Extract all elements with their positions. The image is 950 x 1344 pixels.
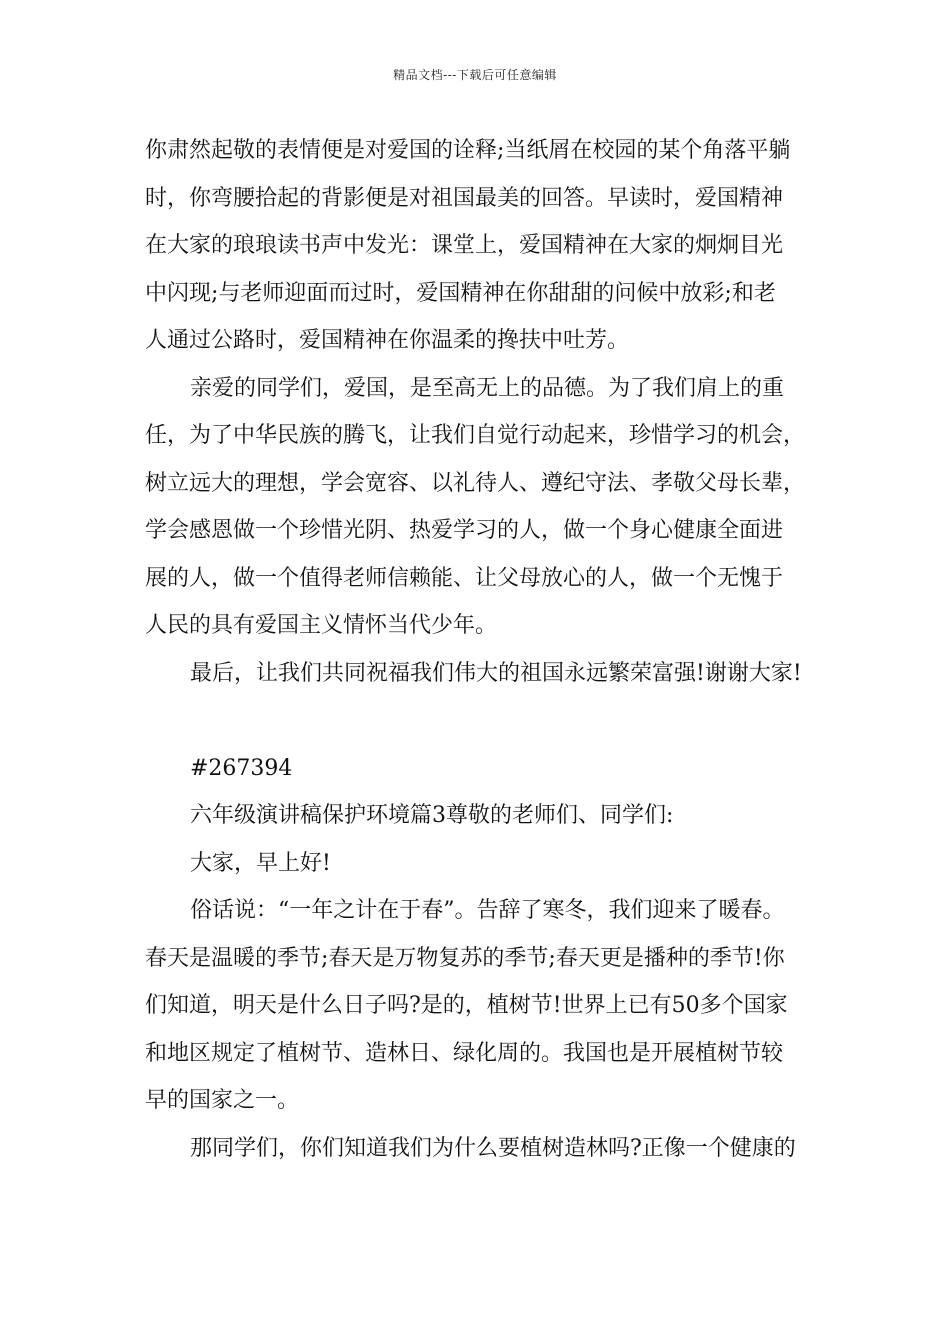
text-line: 和地区规定了植树节、造林日、绿化周的。我国也是开展植树节较	[145, 1040, 784, 1066]
text-line: 中闪现;与老师迎面而过时，爱国精神在你甜甜的问候中放彩;和老	[145, 280, 776, 306]
text-line: #267394	[190, 755, 293, 781]
text-line: 学会感恩做一个珍惜光阴、热爱学习的人，做一个身心健康全面进	[145, 518, 784, 543]
page-header: 精品文档---下载后可任意编辑	[393, 68, 557, 82]
document-body	[145, 127, 825, 1172]
paragraph	[145, 127, 825, 365]
paragraph	[145, 887, 825, 1125]
text-line: 最后，让我们共同祝福我们伟大的祖国永远繁荣富强!谢谢大家!	[190, 660, 802, 686]
text-line: 人民的具有爱国主义情怀当代少年。	[145, 613, 498, 638]
document-id	[145, 745, 825, 793]
text-line: 俗话说：“一年之计在于春”。告辞了寒冬，我们迎来了暖春。	[190, 898, 785, 923]
text-line: 你肃然起敬的表情便是对爱国的诠释;当纸屑在校园的某个角落平躺	[145, 138, 791, 163]
text-line: 早的国家之一。	[145, 1088, 300, 1113]
text-line: 任，为了中华民族的腾飞，让我们自觉行动起来，珍惜学习的机会，	[145, 423, 806, 448]
paragraph	[145, 365, 825, 650]
speech-title	[145, 792, 825, 840]
text-line: 树立远大的理想，学会宽容、以礼待人、遵纪守法、孝敬父母长辈，	[145, 470, 806, 496]
text-line: 们知道，明天是什么日子吗?是的，植树节!世界上已有50多个国家	[145, 993, 788, 1018]
text-line: 展的人，做一个值得老师信赖能、让父母放心的人，做一个无愧于	[145, 565, 784, 591]
blank-line	[145, 697, 825, 745]
text-line: 在大家的琅琅读书声中发光：课堂上，爱国精神在大家的炯炯目光	[145, 233, 784, 258]
text-line: 时，你弯腰拾起的背影便是对祖国最美的回答。早读时，爱国精神	[145, 185, 784, 211]
greeting	[145, 840, 825, 888]
paragraph	[145, 650, 825, 698]
paragraph	[145, 1125, 825, 1173]
text-line: 六年级演讲稿保护环境篇3尊敬的老师们、同学们:	[190, 803, 674, 828]
text-line: 大家，早上好!	[190, 850, 331, 876]
text-line: 那同学们，你们知道我们为什么要植树造林吗?正像一个健康的	[190, 1135, 796, 1161]
text-line: 亲爱的同学们，爱国，是至高无上的品德。为了我们肩上的重	[190, 375, 785, 401]
text-line: 人通过公路时，爱国精神在你温柔的搀扶中吐芳。	[145, 328, 630, 353]
text-line: 春天是温暖的季节;春天是万物复苏的季节;春天更是播种的季节!你	[145, 945, 785, 971]
